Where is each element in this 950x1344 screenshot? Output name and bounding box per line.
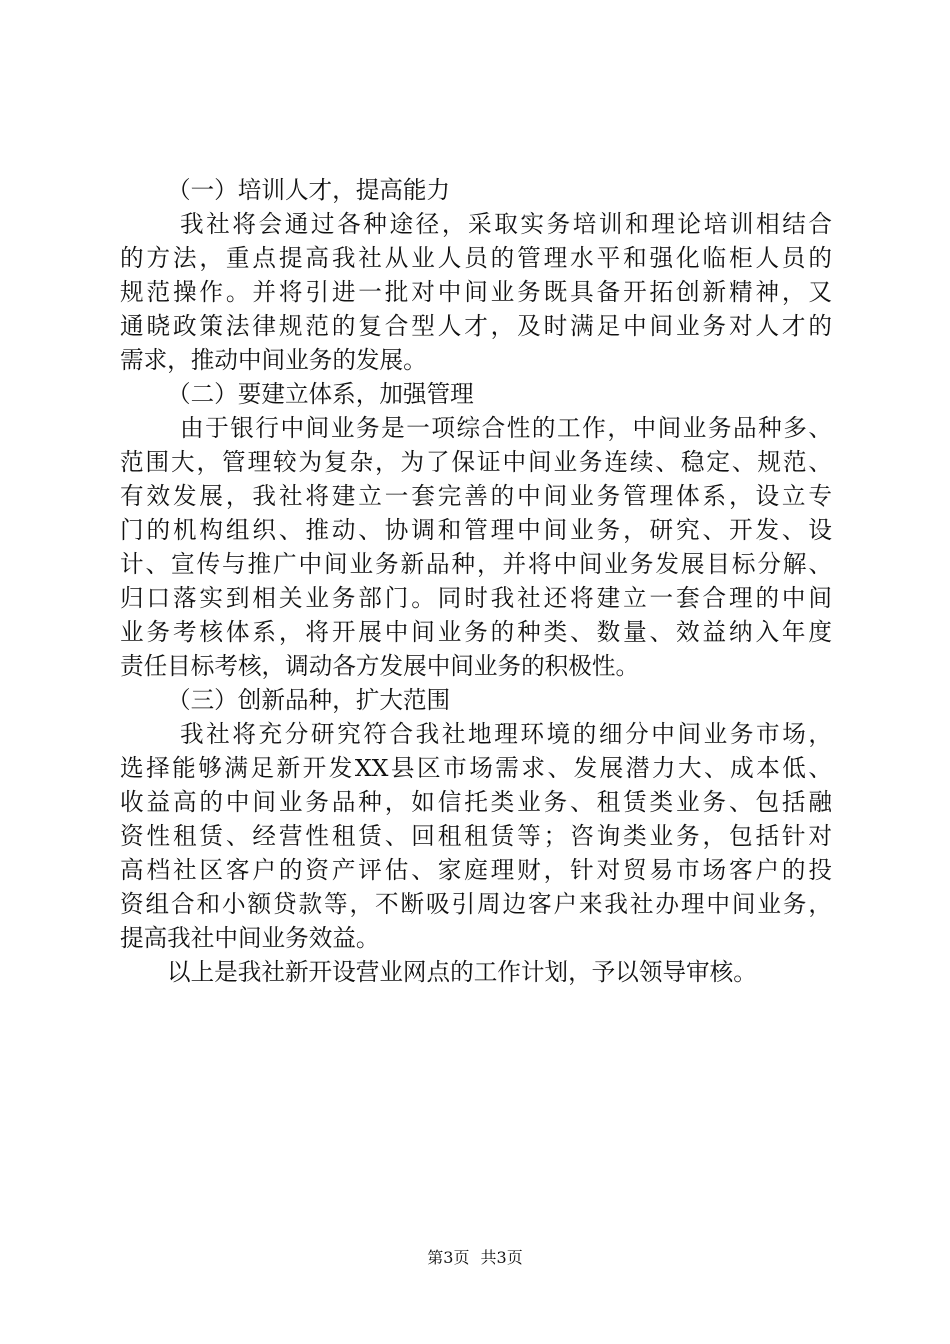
paragraph-line: 有效发展，我社将建立一套完善的中间业务管理体系，设立专 [120, 482, 832, 510]
paragraph-line: 提高我社中间业务效益。 [120, 924, 380, 952]
paragraph-line: 业务考核体系，将开展中间业务的种类、数量、效益纳入年度 [120, 618, 832, 646]
paragraph-line: 规范操作。并将引进一批对中间业务既具备开拓创新精神，又 [120, 278, 832, 306]
page-total: 共3页 [480, 1248, 523, 1267]
paragraph-line: 高档社区客户的资产评估、家庭理财，针对贸易市场客户的投 [120, 856, 832, 884]
document-body [120, 173, 832, 989]
paragraph-line: 门的机构组织、推动、协调和管理中间业务，研究、开发、设 [120, 516, 832, 544]
paragraph-line: 需求，推动中间业务的发展。 [120, 346, 427, 374]
paragraph-line: 责任目标考核，调动各方发展中间业务的积极性。 [120, 652, 640, 680]
section-heading: （一）培训人才，提高能力 [167, 176, 451, 204]
paragraph-line: 我社将会通过各种途径，采取实务培训和理论培训相结合 [180, 210, 832, 238]
paragraph-line: 资性租赁、经营性租赁、回租租赁等；咨询类业务，包括针对 [120, 822, 832, 850]
paragraph-line: 收益高的中间业务品种，如信托类业务、租赁类业务、包括融 [120, 788, 832, 816]
paragraph-line: 的方法，重点提高我社从业人员的管理水平和强化临柜人员的 [120, 244, 832, 272]
section-heading: （三）创新品种，扩大范围 [167, 686, 451, 714]
paragraph-line: 选择能够满足新开发XX县区市场需求、发展潜力大、成本低、 [120, 754, 832, 782]
paragraph-line: 由于银行中间业务是一项综合性的工作，中间业务品种多、 [180, 414, 832, 442]
page-footer [0, 1248, 950, 1268]
page-number: 第3页 [427, 1248, 470, 1267]
closing-paragraph: 以上是我社新开设营业网点的工作计划，予以领导审核。 [167, 958, 757, 986]
paragraph-line: 我社将充分研究符合我社地理环境的细分中间业务市场， [180, 720, 832, 748]
paragraph-line: 归口落实到相关业务部门。同时我社还将建立一套合理的中间 [120, 584, 832, 612]
paragraph-line: 范围大，管理较为复杂，为了保证中间业务连续、稳定、规范、 [120, 448, 832, 476]
paragraph-line: 资组合和小额贷款等，不断吸引周边客户来我社办理中间业务， [120, 890, 832, 918]
paragraph-line: 通晓政策法律规范的复合型人才，及时满足中间业务对人才的 [120, 312, 832, 340]
section-heading: （二）要建立体系，加强管理 [167, 380, 474, 408]
paragraph-line: 计、宣传与推广中间业务新品种，并将中间业务发展目标分解、 [120, 550, 832, 578]
